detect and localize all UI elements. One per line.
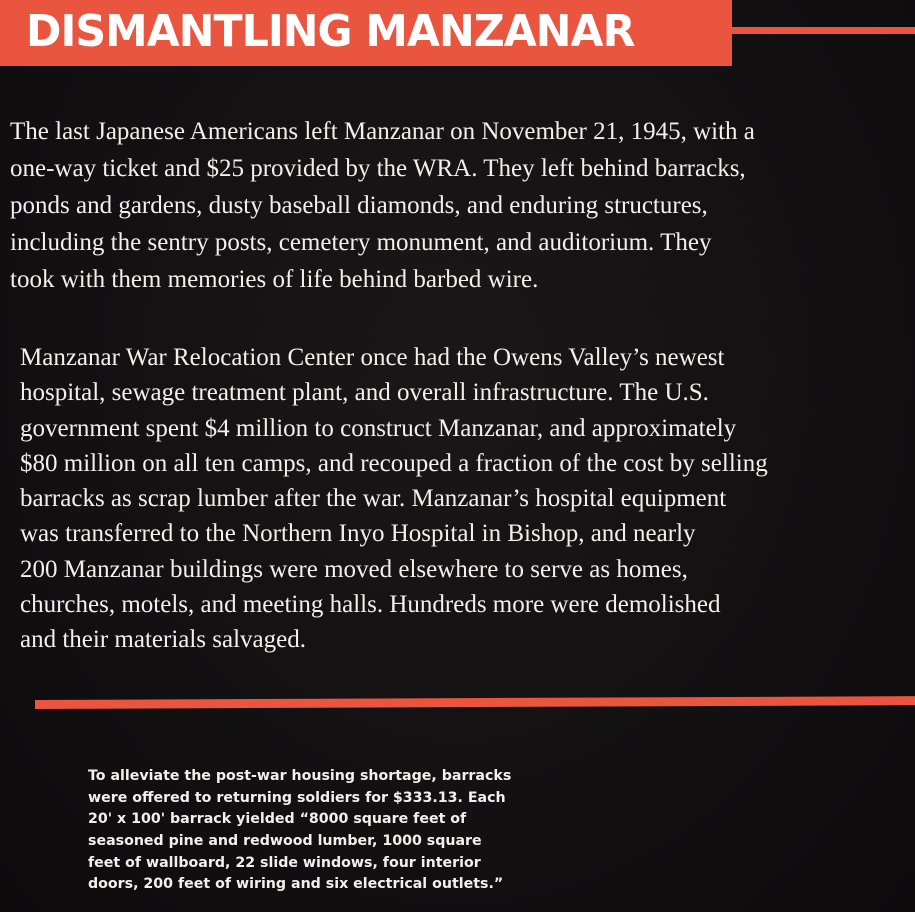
paragraph-line: $80 million on all ten camps, and recouped a fraction of the cost by selling <box>20 449 768 477</box>
paragraph-line: including the sentry posts, cemetery monument, and auditorium. They <box>10 229 712 256</box>
caption-line: 20' x 100' barrack yielded “8000 square feet of <box>88 811 467 828</box>
caption-line: seasoned pine and redwood lumber, 1000 square <box>88 833 482 850</box>
paragraph-line: Manzanar War Relocation Center once had the Owens Valley’s newest <box>20 344 725 371</box>
title-divider <box>732 27 915 34</box>
title-banner <box>0 0 732 66</box>
caption-line: To alleviate the post-war housing shortage, barracks <box>88 768 512 784</box>
caption-line: doors, 200 feet of wiring and six electrical outlets.” <box>88 876 504 893</box>
paragraph-one <box>10 113 755 298</box>
paragraph-line: government spent $4 million to construct Manzanar, and approximately <box>20 414 737 442</box>
paragraph-line: ponds and gardens, dusty baseball diamonds, and enduring structures, <box>10 192 708 219</box>
paragraph-line: barracks as scrap lumber after the war. Manzanar’s hospital equipment <box>20 485 727 513</box>
paragraph-line: churches, motels, and meeting halls. Hundreds more were demolished <box>20 591 721 619</box>
paragraph-line: took with them memories of life behind barbed wire. <box>10 266 539 293</box>
paragraph-line: and their materials salvaged. <box>20 626 306 654</box>
caption-line: were offered to returning soldiers for $333.13. Each <box>88 789 506 806</box>
paragraph-line: was transferred to the Northern Inyo Hospital in Bishop, and nearly <box>20 520 696 548</box>
caption-line: feet of wallboard, 22 slide windows, four interior <box>88 854 481 871</box>
paragraph-two <box>20 340 768 658</box>
sign-title: DISMANTLING MANZANAR <box>26 6 635 57</box>
section-divider <box>35 696 915 709</box>
paragraph-line: 200 Manzanar buildings were moved elsewhere to serve as homes, <box>20 555 688 583</box>
paragraph-line: one-way ticket and $25 provided by the WRA. They left behind barracks, <box>10 155 746 182</box>
caption-block <box>88 766 511 896</box>
paragraph-line: The last Japanese Americans left Manzanar on November 21, 1945, with a <box>10 118 755 145</box>
paragraph-line: hospital, sewage treatment plant, and overall infrastructure. The U.S. <box>20 379 709 407</box>
